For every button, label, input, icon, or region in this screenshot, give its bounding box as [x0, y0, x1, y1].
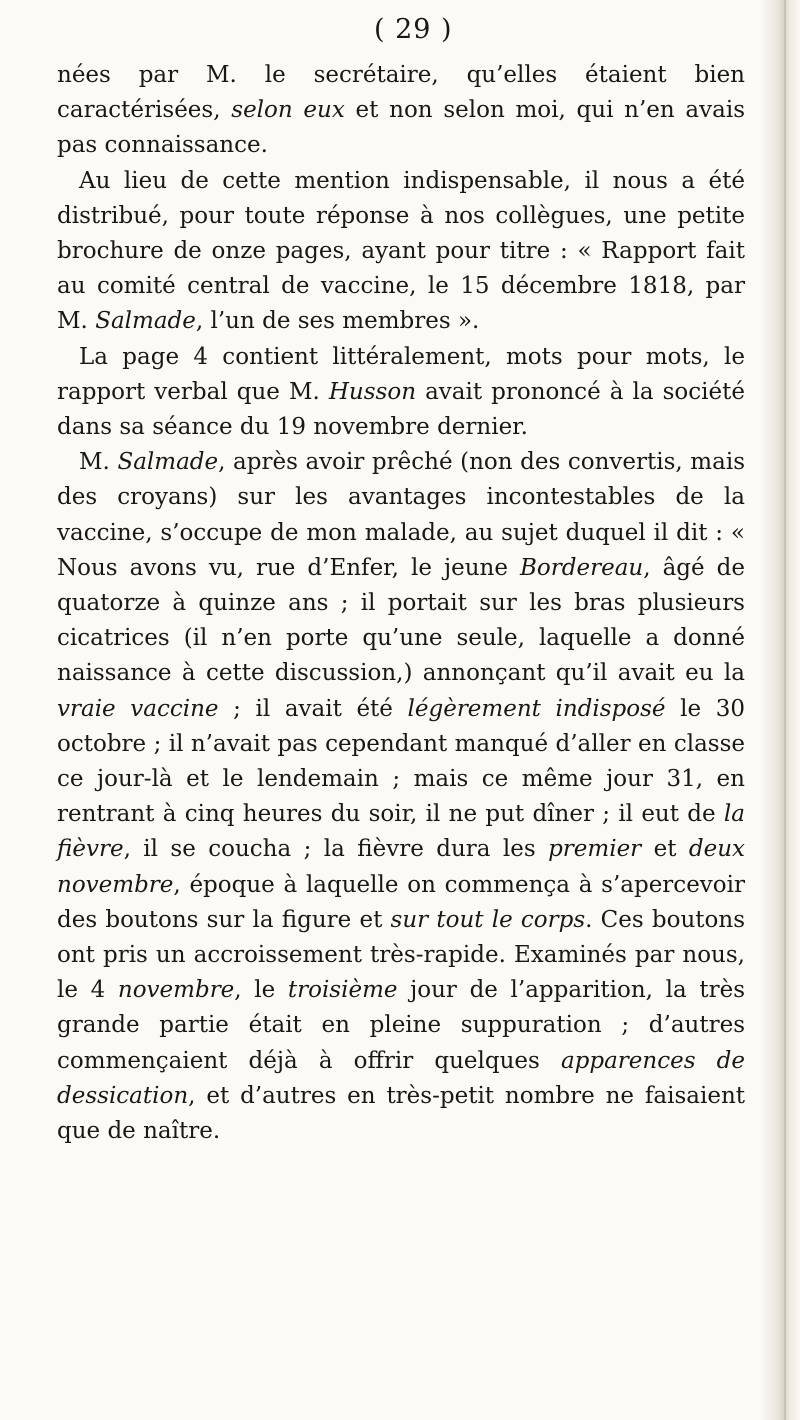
italic-text: premier [548, 836, 642, 863]
text-run: M. [79, 449, 118, 476]
text-run: La page 4 contient littéralement, mots pour mots, le rapport verbal que M. [57, 343, 745, 405]
page-number: ( 29 ) [374, 14, 453, 45]
page-gutter [760, 0, 800, 1420]
text-run: et [641, 836, 689, 863]
text-run: Au lieu de cette mention indispensable, il nous a été distribué, pour toute réponse à nos collègues, une petite brochure de onze pages, ayant pour titre : « Rapport fait au comité central de vaccine, le 15 décembre 1818, par M. [57, 167, 745, 335]
italic-text: deux novembre [57, 836, 745, 898]
text-run: , le [234, 977, 288, 1004]
italic-text: Salmade [117, 449, 219, 476]
text-run: , il se coucha ; la fièvre dura les [123, 836, 549, 863]
text-run: et non selon moi, qui n’en avais pas connaissance. [57, 97, 746, 159]
text-run: , âgé de quatorze à quinze ans ; il portait sur les bras plusieurs cicatrices (il n’en porte qu’une seule, laquelle a donné naissance à cette discussion,) annonçant qu’il avait eu la [57, 554, 745, 687]
italic-text: Husson [328, 378, 417, 405]
text-run: . Ces boutons ont pris un accroissement très-rapide. Examinés par nous, le 4 [57, 906, 745, 1004]
paragraph [57, 445, 745, 1149]
text-run: , et d’autres en très-petit nombre ne faisaient que de naître. [57, 1082, 745, 1145]
italic-text: sur tout le corps [390, 906, 586, 933]
text-run: nées par M. le secrétaire, qu’elles étaient bien caractérisées, [57, 62, 745, 124]
italic-text: apparences de dessication [57, 1047, 745, 1109]
italic-text: légèrement indisposé [407, 695, 666, 722]
paragraph [57, 164, 745, 340]
italic-text: troisième [287, 977, 398, 1004]
italic-text: novembre [117, 977, 235, 1004]
italic-text: Bordereau [520, 554, 644, 581]
text-run: jour de l’apparition, la très grande partie était en pleine suppuration ; d’autres commençaient déjà à offrir quelques [57, 977, 745, 1074]
italic-text: Salmade [95, 308, 196, 335]
binding-edge [784, 0, 786, 1420]
text-run: avait prononcé à la société dans sa séance du 19 novembre dernier. [57, 378, 745, 441]
italic-text: selon eux [231, 97, 345, 124]
text-run: , après avoir prêché (non des convertis, mais des croyans) sur les avantages incontestables de la vaccine, s’occupe de mon malade, au sujet duquel il dit : « Nous avons vu, rue d’Enfer, le jeune [57, 449, 745, 581]
text-run: le 30 octobre ; il n’avait pas cependant manqué d’aller en classe ce jour-là et le lendemain ; mais ce même jour 31, en rentrant à cinq heures du soir, il ne put dîner ; il eut de [57, 695, 745, 828]
body-text [57, 58, 745, 1149]
italic-text: la fièvre [57, 801, 745, 863]
italic-text: vraie vaccine [57, 695, 219, 722]
paragraph [57, 340, 745, 446]
text-run: ; il avait été [218, 695, 408, 722]
paragraph [57, 58, 745, 164]
text-run: , époque à laquelle on commença à s’apercevoir des boutons sur la figure et [57, 871, 745, 933]
text-run: , l’un de ses membres ». [195, 308, 480, 335]
